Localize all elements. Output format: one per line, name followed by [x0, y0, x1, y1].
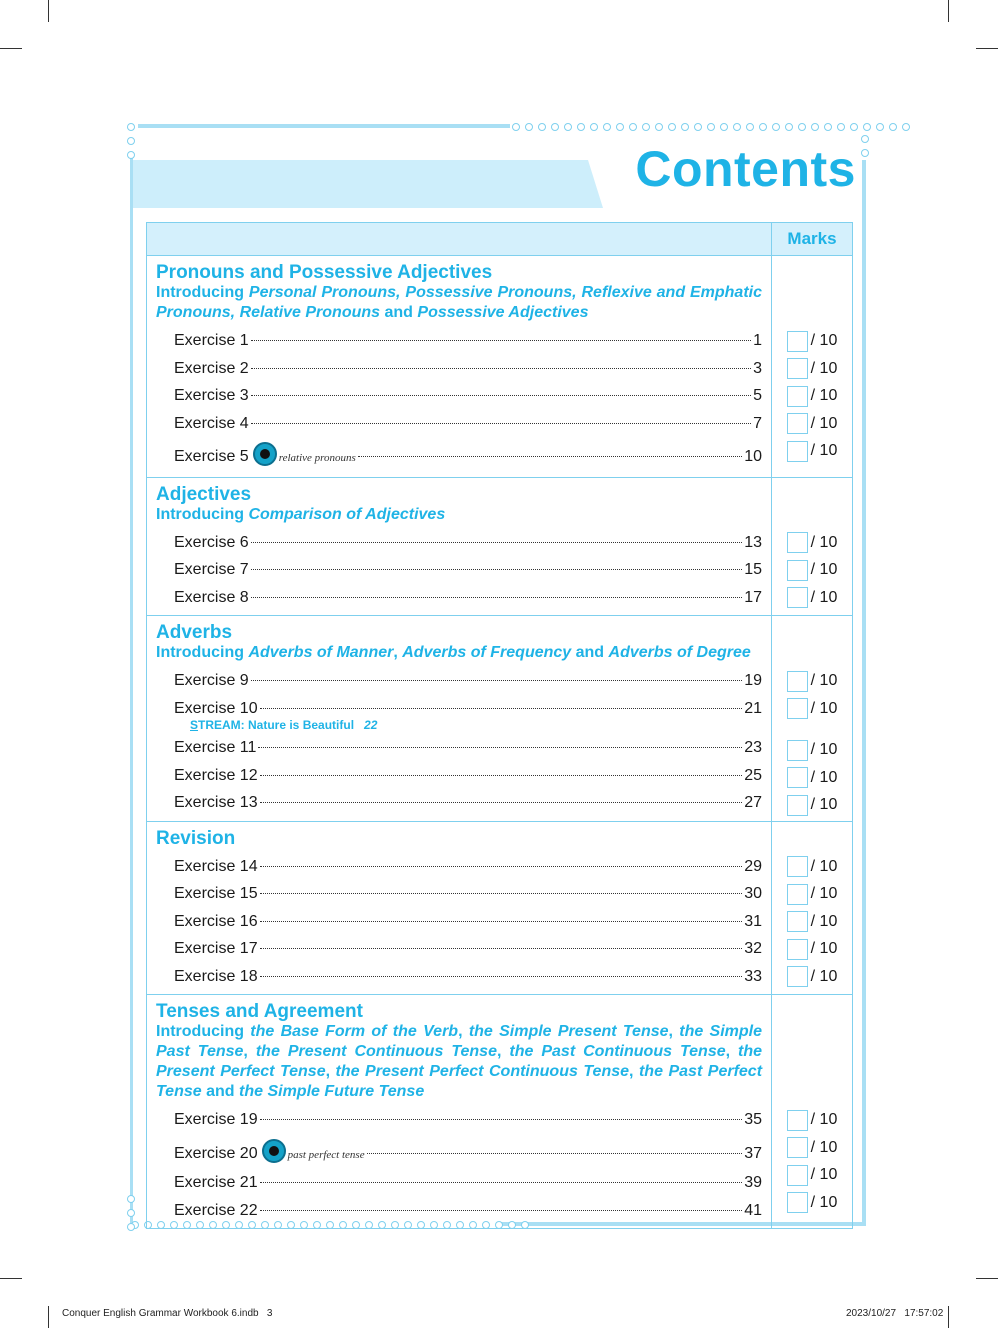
- marks-input-box[interactable]: [787, 698, 808, 719]
- border-dot: [525, 123, 533, 131]
- marks-out-of: / 10: [810, 387, 838, 405]
- exercise-label: Exercise 6: [174, 533, 249, 551]
- section-marks-cell: [772, 995, 853, 1229]
- exercise-list: [156, 853, 762, 991]
- page-number: 15: [744, 561, 762, 578]
- dotted-border-left-bottom: [127, 1195, 135, 1231]
- dot-leader: [251, 597, 743, 598]
- section-row: [147, 821, 853, 995]
- intro-topic: the Simple Past Tense: [156, 1023, 763, 1060]
- border-dot: [681, 123, 689, 131]
- border-dot: [655, 123, 663, 131]
- intro-text: ,: [629, 1063, 639, 1080]
- intro-topic: the Past Continuous Tense: [509, 1043, 726, 1060]
- frame-left-line: [130, 158, 133, 1224]
- stream-badge-icon: [262, 1139, 286, 1163]
- exercise-label: Exercise 1: [174, 332, 249, 349]
- crop-mark: [0, 48, 22, 49]
- marks-entry: [772, 438, 852, 466]
- intro-text: and: [201, 1083, 239, 1100]
- intro-text: ,: [325, 1063, 336, 1080]
- marks-entry: [772, 328, 852, 356]
- border-dot: [733, 123, 741, 131]
- dot-leader: [251, 680, 743, 681]
- marks-input-box[interactable]: [787, 856, 808, 877]
- exercise-entry: [174, 355, 762, 383]
- dot-leader: [367, 1153, 743, 1154]
- dotted-border-right-top: [861, 135, 869, 157]
- marks-out-of: / 10: [810, 1111, 838, 1129]
- exercise-entry: [174, 1134, 762, 1170]
- exercise-label: Exercise 5: [174, 448, 249, 465]
- intro-topic: the Present Perfect Tense: [156, 1043, 763, 1080]
- marks-out-of: / 10: [810, 588, 838, 606]
- marks-out-of: / 10: [810, 442, 838, 460]
- exercise-entry: [174, 734, 762, 762]
- marks-out-of: / 10: [810, 414, 838, 432]
- marks-input-box[interactable]: [787, 441, 808, 462]
- intro-topic: the Simple Future Tense: [239, 1083, 425, 1100]
- marks-entry: [772, 1134, 852, 1162]
- page-number: 25: [744, 766, 762, 784]
- dot-leader: [260, 1182, 743, 1183]
- exercise-note: past perfect tense: [287, 1148, 365, 1161]
- section-marks-cell: [772, 477, 853, 616]
- footer-timestamp: 2023/10/27 17:57:02: [846, 1308, 944, 1319]
- marks-input-box[interactable]: [787, 671, 808, 692]
- marks-entry: [772, 853, 852, 881]
- marks-spacer: [772, 995, 852, 1107]
- intro-topic: ,: [396, 284, 406, 301]
- dot-leader: [260, 921, 743, 922]
- exercise-list: [156, 667, 762, 817]
- border-dot: [538, 123, 546, 131]
- page-number: 30: [744, 885, 762, 902]
- crop-mark: [48, 0, 49, 22]
- marks-out-of: / 10: [810, 332, 838, 350]
- marks-entry: [772, 695, 852, 723]
- exercise-entry: [174, 667, 762, 695]
- marks-entry: [772, 908, 852, 936]
- intro-topic: the Present Perfect Continuous Tense: [335, 1063, 630, 1080]
- dot-leader: [260, 775, 743, 776]
- dot-leader: [251, 569, 743, 570]
- section-title: Adverbs: [156, 622, 233, 643]
- marks-input-box[interactable]: [787, 413, 808, 434]
- marks-input-box[interactable]: [787, 1192, 808, 1213]
- page-number: 13: [744, 533, 762, 551]
- section-intro: [156, 643, 762, 663]
- section-title: Revision: [156, 827, 236, 849]
- stream-activity-note: [190, 718, 762, 732]
- marks-out-of: / 10: [810, 940, 838, 958]
- exercise-label: Exercise 3: [174, 387, 249, 404]
- intro-text: Introducing: [156, 644, 249, 661]
- section-row: [147, 477, 853, 616]
- intro-text: Introducing: [156, 1023, 251, 1040]
- intro-topic: Relative Pronouns: [239, 304, 381, 321]
- intro-topic: ,: [572, 284, 582, 301]
- crop-mark: [976, 48, 998, 49]
- section-title: Pronouns and Possessive Adjectives: [156, 262, 493, 283]
- border-dot: [127, 151, 135, 159]
- header-blank-cell: [147, 223, 772, 256]
- exercise-label: Exercise 20: [174, 1144, 258, 1162]
- marks-input-box[interactable]: [787, 884, 808, 905]
- marks-out-of: / 10: [810, 1138, 838, 1156]
- border-dot: [861, 149, 869, 157]
- exercise-label: Exercise 18: [174, 967, 258, 985]
- stream-page: 22: [364, 718, 378, 732]
- marks-entry: [772, 737, 852, 765]
- border-dot: [798, 123, 806, 131]
- marks-gap: [772, 723, 852, 737]
- border-dot: [551, 123, 559, 131]
- section-intro: [156, 505, 762, 525]
- dotted-border-top: [512, 123, 910, 131]
- dot-leader: [358, 456, 742, 457]
- marks-out-of: / 10: [810, 912, 838, 930]
- marks-out-of: / 10: [810, 796, 838, 814]
- page-number: 33: [744, 967, 762, 985]
- intro-topic: Adverbs of Frequency: [402, 644, 572, 661]
- dot-leader: [258, 747, 742, 748]
- border-dot: [577, 123, 585, 131]
- dot-leader: [260, 802, 743, 803]
- marks-spacer: [772, 616, 852, 668]
- stream-title: TREAM: Nature is Beautiful: [198, 718, 355, 732]
- intro-topic: Comparison of Adjectives: [248, 505, 446, 523]
- marks-input-box[interactable]: [787, 1110, 808, 1131]
- crop-mark: [48, 1306, 49, 1328]
- section-intro: [156, 1022, 762, 1102]
- marks-entry: [772, 410, 852, 438]
- exercise-label: Exercise 22: [174, 1201, 258, 1219]
- marks-entry: [772, 881, 852, 909]
- exercise-entry: [174, 556, 762, 584]
- intro-text: Introducing: [156, 505, 249, 523]
- page-number: 29: [744, 857, 762, 875]
- marks-out-of: / 10: [810, 359, 838, 377]
- section-intro: [156, 283, 762, 323]
- border-dot: [785, 123, 793, 131]
- section-marks-cell: [772, 616, 853, 822]
- marks-entry: [772, 584, 852, 612]
- border-dot: [127, 1209, 135, 1217]
- crop-mark: [0, 1278, 22, 1279]
- contents-table: [146, 222, 853, 1229]
- border-dot: [127, 1223, 135, 1231]
- section-content-cell: [147, 995, 772, 1229]
- marks-out-of: / 10: [810, 672, 838, 690]
- marks-input-box[interactable]: [787, 740, 808, 761]
- dot-leader: [260, 948, 743, 949]
- marks-entry: [772, 529, 852, 557]
- frame-right-line: [862, 160, 866, 1226]
- intro-topic: the Base Form of the Verb: [250, 1023, 459, 1040]
- marks-entry: [772, 963, 852, 991]
- section-content-cell: [147, 821, 772, 995]
- exercise-entry: [174, 327, 762, 355]
- page-number: 31: [744, 912, 762, 930]
- border-dot: [127, 1195, 135, 1203]
- exercise-entry: [174, 1169, 762, 1197]
- intro-topic: Personal Pronouns: [248, 284, 397, 301]
- border-dot: [746, 123, 754, 131]
- section-row: [147, 256, 853, 478]
- exercise-label: Exercise 17: [174, 940, 258, 957]
- page-number: 3: [753, 359, 762, 377]
- border-dot: [811, 123, 819, 131]
- marks-input-box[interactable]: [787, 560, 808, 581]
- border-dot: [876, 123, 884, 131]
- intro-text: Introducing: [156, 284, 249, 301]
- marks-out-of: / 10: [810, 768, 838, 786]
- stream-initial: S: [190, 718, 199, 732]
- intro-topic: Adverbs of Degree: [608, 644, 751, 661]
- marks-out-of: / 10: [810, 885, 838, 903]
- border-dot: [902, 123, 910, 131]
- marks-input-box[interactable]: [787, 331, 808, 352]
- dot-leader: [260, 976, 743, 977]
- marks-input-box[interactable]: [787, 587, 808, 608]
- page-number: 5: [753, 387, 762, 404]
- marks-spacer: [772, 478, 852, 530]
- exercise-entry: [174, 382, 762, 410]
- exercise-entry: [174, 963, 762, 991]
- page-number: 41: [744, 1201, 762, 1219]
- intro-topic: Adverbs of Manner: [248, 644, 394, 661]
- page-number: 21: [744, 699, 762, 717]
- exercise-entry: [174, 1197, 762, 1225]
- page-number: 23: [744, 739, 762, 756]
- marks-entry: [772, 1189, 852, 1217]
- page-number: 10: [744, 448, 762, 465]
- exercise-entry: [174, 584, 762, 612]
- border-dot: [590, 123, 598, 131]
- marks-out-of: / 10: [810, 561, 838, 579]
- exercise-entry: [174, 437, 762, 473]
- page-number: 37: [744, 1144, 762, 1162]
- border-dot: [720, 123, 728, 131]
- border-dot: [127, 137, 135, 145]
- exercise-entry: [174, 908, 762, 936]
- page-title: Contents: [635, 141, 856, 197]
- intro-text: ,: [458, 1023, 469, 1040]
- border-dot: [707, 123, 715, 131]
- exercise-label: Exercise 9: [174, 672, 249, 689]
- page-number: 32: [744, 940, 762, 957]
- border-dot: [850, 123, 858, 131]
- crop-mark: [976, 1278, 998, 1279]
- intro-text: ,: [393, 644, 403, 661]
- exercise-label: Exercise 11: [174, 739, 257, 756]
- intro-topic: Possessive Adjectives: [417, 304, 589, 321]
- section-title: Tenses and Agreement: [156, 1001, 363, 1022]
- border-dot: [694, 123, 702, 131]
- border-dot: [824, 123, 832, 131]
- footer-file-info: Conquer English Grammar Workbook 6.indb 3: [62, 1308, 273, 1319]
- marks-input-box[interactable]: [787, 767, 808, 788]
- page-number: 19: [744, 672, 762, 689]
- border-dot: [889, 123, 897, 131]
- marks-entry: [772, 1162, 852, 1190]
- exercise-label: Exercise 13: [174, 794, 258, 811]
- marks-input-box[interactable]: [787, 966, 808, 987]
- exercise-entry: [174, 1106, 762, 1134]
- marks-spacer: [772, 256, 852, 328]
- exercise-label: Exercise 8: [174, 588, 249, 606]
- table-header-row: [147, 223, 853, 256]
- page-number: 35: [744, 1111, 762, 1128]
- exercise-entry: [174, 853, 762, 881]
- intro-text: ,: [725, 1043, 739, 1060]
- marks-entry: [772, 764, 852, 792]
- page-number: 1: [753, 332, 762, 349]
- border-dot: [837, 123, 845, 131]
- exercise-note: relative pronouns: [278, 452, 356, 464]
- section-content-cell: [147, 616, 772, 822]
- section-content-cell: [147, 477, 772, 616]
- intro-topic: the Simple Present Tense: [468, 1023, 669, 1040]
- border-dot: [564, 123, 572, 131]
- marks-input-box[interactable]: [787, 1137, 808, 1158]
- intro-text: ,: [668, 1023, 680, 1040]
- page-number: 27: [744, 794, 762, 811]
- marks-entry: [772, 1107, 852, 1135]
- dot-leader: [251, 423, 751, 424]
- section-row: [147, 616, 853, 822]
- dot-leader: [251, 368, 751, 369]
- marks-entry: [772, 792, 852, 820]
- page-number: 39: [744, 1174, 762, 1191]
- dot-leader: [251, 340, 751, 341]
- marks-entry: [772, 355, 852, 383]
- intro-text: and: [571, 644, 609, 661]
- border-dot: [861, 135, 869, 143]
- border-dot: [603, 123, 611, 131]
- exercise-entry: [174, 762, 762, 790]
- marks-input-box[interactable]: [787, 795, 808, 816]
- dot-leader: [260, 1210, 743, 1211]
- marks-header: Marks: [772, 223, 853, 256]
- exercise-entry: [174, 935, 762, 963]
- intro-topic: Reflexive and Emphatic Pronouns: [156, 284, 763, 321]
- marks-out-of: / 10: [810, 699, 838, 717]
- marks-entry: [772, 557, 852, 585]
- marks-out-of: / 10: [810, 533, 838, 551]
- intro-topic: ,: [230, 304, 240, 321]
- exercise-label: Exercise 16: [174, 912, 258, 930]
- border-dot: [759, 123, 767, 131]
- page-number: 7: [753, 414, 762, 432]
- intro-topic: the Present Continuous Tense: [255, 1043, 497, 1060]
- exercise-entry: [174, 789, 762, 817]
- exercise-label: Exercise 15: [174, 885, 258, 902]
- stream-badge-icon: [253, 442, 277, 466]
- marks-input-box[interactable]: [787, 939, 808, 960]
- dotted-border-left-top: [127, 123, 135, 159]
- page-number: 17: [744, 588, 762, 606]
- border-dot: [127, 123, 135, 131]
- exercise-entry: [174, 410, 762, 438]
- intro-text: ,: [243, 1043, 256, 1060]
- exercise-label: Exercise 14: [174, 857, 258, 875]
- marks-out-of: / 10: [810, 967, 838, 985]
- marks-input-box[interactable]: [787, 1165, 808, 1186]
- exercise-list: [156, 529, 762, 612]
- intro-topic: the Past Perfect Tense: [156, 1063, 763, 1100]
- section-title: Adjectives: [156, 483, 252, 505]
- border-dot: [629, 123, 637, 131]
- marks-entry: [772, 383, 852, 411]
- crop-mark: [948, 1306, 949, 1328]
- marks-entry: [772, 936, 852, 964]
- marks-input-box[interactable]: [787, 386, 808, 407]
- dot-leader: [260, 708, 743, 709]
- exercise-entry: [174, 880, 762, 908]
- marks-out-of: / 10: [810, 741, 838, 759]
- intro-text: ,: [496, 1043, 510, 1060]
- exercise-label: Exercise 2: [174, 359, 249, 377]
- border-dot: [512, 123, 520, 131]
- exercise-list: [156, 1106, 762, 1224]
- exercise-label: Exercise 12: [174, 766, 258, 784]
- exercise-label: Exercise 19: [174, 1111, 258, 1128]
- marks-out-of: / 10: [810, 1166, 838, 1184]
- dot-leader: [251, 395, 751, 396]
- dot-leader: [260, 893, 743, 894]
- marks-spacer: [772, 822, 852, 854]
- marks-input-box[interactable]: [787, 532, 808, 553]
- crop-mark: [948, 0, 949, 22]
- marks-out-of: / 10: [810, 1193, 838, 1211]
- section-marks-cell: [772, 256, 853, 478]
- dot-leader: [251, 542, 743, 543]
- border-dot: [642, 123, 650, 131]
- section-content-cell: [147, 256, 772, 478]
- intro-text: and: [380, 304, 418, 321]
- exercise-label: Exercise 10: [174, 699, 258, 717]
- section-marks-cell: [772, 821, 853, 995]
- marks-out-of: / 10: [810, 857, 838, 875]
- intro-topic: Possessive Pronouns: [405, 284, 573, 301]
- exercise-list: [156, 327, 762, 473]
- frame-top-line: [138, 124, 510, 128]
- border-dot: [772, 123, 780, 131]
- border-dot: [863, 123, 871, 131]
- dot-leader: [260, 866, 743, 867]
- border-dot: [616, 123, 624, 131]
- marks-input-box[interactable]: [787, 911, 808, 932]
- border-dot: [668, 123, 676, 131]
- exercise-label: Exercise 4: [174, 414, 249, 432]
- marks-input-box[interactable]: [787, 358, 808, 379]
- section-row: [147, 995, 853, 1229]
- marks-entry: [772, 668, 852, 696]
- exercise-label: Exercise 21: [174, 1174, 258, 1191]
- exercise-entry: [174, 529, 762, 557]
- exercise-label: Exercise 7: [174, 561, 249, 578]
- dot-leader: [260, 1119, 743, 1120]
